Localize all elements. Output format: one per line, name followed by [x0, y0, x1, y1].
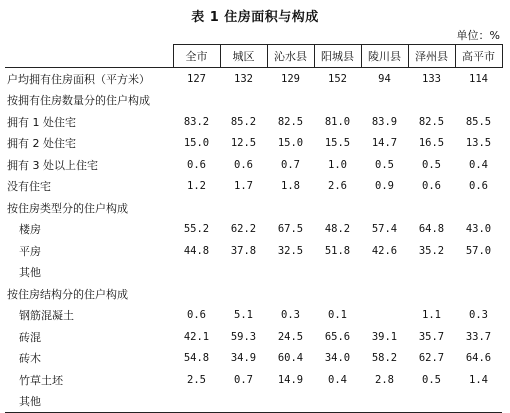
table-row — [5, 262, 502, 284]
table-cell: 64.6 — [465, 352, 492, 365]
table-cell: 48.2 — [324, 223, 351, 236]
table-cell — [408, 283, 455, 305]
table-cell: 67.5 — [277, 223, 304, 236]
table-cell: 0.5 — [422, 373, 441, 386]
table-cell: 85.2 — [230, 115, 257, 128]
table-row — [5, 369, 502, 391]
table-cell: 81.0 — [324, 115, 351, 128]
table-cell — [267, 283, 314, 305]
table-cell — [455, 197, 502, 219]
row-label: 按拥有住房数量分的住户构成 — [7, 94, 150, 108]
table-cell — [408, 391, 455, 413]
row-label: 竹草土坯 — [19, 373, 63, 387]
table-cell: 129 — [267, 68, 314, 90]
column-header: 陵川县 — [361, 45, 408, 68]
table-cell: 51.8 — [324, 244, 351, 257]
table-cell — [361, 283, 408, 305]
table-cell: 16.5 — [418, 137, 445, 150]
table-row — [5, 197, 502, 219]
table-cell: 64.8 — [418, 223, 445, 236]
table-cell: 133 — [408, 68, 455, 90]
table-cell — [408, 262, 455, 284]
table-cell: 58.2 — [371, 352, 398, 365]
row-label: 其他 — [19, 266, 41, 280]
table-cell: 0.6 — [469, 180, 488, 193]
table-cell — [361, 197, 408, 219]
table-cell: 2.6 — [328, 180, 347, 193]
table-cell: 14.9 — [277, 373, 304, 386]
table-cell — [361, 90, 408, 112]
table-cell: 60.4 — [277, 352, 304, 365]
table-cell — [173, 262, 220, 284]
table-cell: 57.4 — [371, 223, 398, 236]
column-header: 高平市 — [455, 45, 502, 68]
table-cell — [173, 197, 220, 219]
table-cell — [408, 90, 455, 112]
table-cell: 42.1 — [183, 330, 210, 343]
table-cell — [173, 90, 220, 112]
table-cell: 0.3 — [469, 309, 488, 322]
table-row — [5, 111, 502, 133]
table-cell — [455, 283, 502, 305]
table-cell: 0.4 — [469, 158, 488, 171]
table-cell: 0.9 — [375, 180, 394, 193]
table-row — [5, 133, 502, 155]
table-cell — [455, 262, 502, 284]
table-cell: 65.6 — [324, 330, 351, 343]
table-cell: 62.7 — [418, 352, 445, 365]
row-label: 砖木 — [19, 352, 41, 366]
row-label: 户均拥有住房面积（平方米） — [5, 68, 173, 90]
table-row — [5, 176, 502, 198]
row-label: 楼房 — [19, 223, 41, 237]
table-cell: 1.2 — [187, 180, 206, 193]
table-cell — [220, 197, 267, 219]
table-cell: 15.0 — [183, 137, 210, 150]
table-cell: 0.5 — [422, 158, 441, 171]
table-cell — [455, 391, 502, 413]
table-row — [5, 348, 502, 370]
table-cell: 54.8 — [183, 352, 210, 365]
table-cell: 42.6 — [371, 244, 398, 257]
table-cell: 39.1 — [371, 330, 398, 343]
table-cell: 127 — [173, 68, 220, 90]
table-cell: 57.0 — [465, 244, 492, 257]
table-cell: 132 — [220, 68, 267, 90]
table-row — [5, 326, 502, 348]
table-cell: 1.1 — [422, 309, 441, 322]
table-cell — [314, 391, 361, 413]
table-cell — [314, 197, 361, 219]
table-cell — [173, 391, 220, 413]
table-row — [5, 90, 502, 112]
column-header: 阳城县 — [314, 45, 361, 68]
table-cell: 1.4 — [469, 373, 488, 386]
table-cell: 5.1 — [234, 309, 253, 322]
table-cell: 13.5 — [465, 137, 492, 150]
column-header: 城区 — [220, 45, 267, 68]
table-cell — [314, 90, 361, 112]
table-cell — [408, 197, 455, 219]
table-cell: 43.0 — [465, 223, 492, 236]
table-cell: 0.7 — [234, 373, 253, 386]
row-label: 拥有 2 处住宅 — [7, 137, 76, 151]
column-header: 全市 — [173, 45, 220, 68]
table-cell — [267, 197, 314, 219]
table-cell: 0.4 — [328, 373, 347, 386]
table-row — [5, 283, 502, 305]
table-row — [5, 154, 502, 176]
table-cell: 0.6 — [234, 158, 253, 171]
column-header: 泽州县 — [408, 45, 455, 68]
table-cell — [220, 283, 267, 305]
table-cell: 0.7 — [281, 158, 300, 171]
table-cell: 44.8 — [183, 244, 210, 257]
table-cell — [361, 391, 408, 413]
table-cell — [220, 391, 267, 413]
table-row — [5, 305, 502, 327]
table-cell: 14.7 — [371, 137, 398, 150]
table-cell — [267, 90, 314, 112]
row-label: 拥有 1 处住宅 — [7, 115, 76, 129]
table-row — [5, 68, 502, 90]
header-row — [5, 45, 502, 68]
table-cell: 37.8 — [230, 244, 257, 257]
table-cell: 1.7 — [234, 180, 253, 193]
row-label: 没有住宅 — [7, 180, 51, 194]
table-cell: 0.6 — [422, 180, 441, 193]
table-cell: 1.8 — [281, 180, 300, 193]
table-cell — [267, 391, 314, 413]
table-cell: 62.2 — [230, 223, 257, 236]
housing-table — [5, 44, 503, 413]
table-cell: 0.1 — [328, 309, 347, 322]
table-cell: 85.5 — [465, 115, 492, 128]
table-cell — [220, 262, 267, 284]
table-cell — [361, 305, 408, 327]
table-cell: 83.2 — [183, 115, 210, 128]
row-label: 拥有 3 处以上住宅 — [7, 158, 98, 172]
table-cell: 1.0 — [328, 158, 347, 171]
table-cell: 15.5 — [324, 137, 351, 150]
row-label: 按住房类型分的住户构成 — [7, 201, 128, 215]
table-cell: 12.5 — [230, 137, 257, 150]
row-label: 砖混 — [19, 330, 41, 344]
table-cell: 34.0 — [324, 352, 351, 365]
table-cell: 0.5 — [375, 158, 394, 171]
table-cell: 33.7 — [465, 330, 492, 343]
table-row — [5, 219, 502, 241]
table-cell — [173, 283, 220, 305]
table-cell: 2.5 — [187, 373, 206, 386]
table-cell: 152 — [314, 68, 361, 90]
table-cell: 35.7 — [418, 330, 445, 343]
table-cell — [455, 90, 502, 112]
table-cell: 0.6 — [187, 309, 206, 322]
table-cell — [314, 262, 361, 284]
table-cell: 55.2 — [183, 223, 210, 236]
row-label: 钢筋混凝土 — [19, 309, 74, 323]
table-row — [5, 240, 502, 262]
table-cell: 32.5 — [277, 244, 304, 257]
table-cell: 24.5 — [277, 330, 304, 343]
header-corner — [5, 45, 173, 68]
column-header: 沁水县 — [267, 45, 314, 68]
table-cell — [267, 262, 314, 284]
table-title: 表 1 住房面积与构成 — [191, 10, 319, 25]
table-cell: 94 — [361, 68, 408, 90]
table-cell — [361, 262, 408, 284]
table-cell: 0.6 — [187, 158, 206, 171]
table-cell — [220, 90, 267, 112]
row-label: 平房 — [19, 244, 41, 258]
table-cell: 35.2 — [418, 244, 445, 257]
table-cell: 83.9 — [371, 115, 398, 128]
table-cell: 0.3 — [281, 309, 300, 322]
table-cell: 114 — [455, 68, 502, 90]
table-cell: 82.5 — [418, 115, 445, 128]
table-cell: 59.3 — [230, 330, 257, 343]
table-cell — [314, 283, 361, 305]
row-label: 按住房结构分的住户构成 — [7, 287, 128, 301]
unit-label: 单位：% — [456, 29, 500, 42]
table-cell: 82.5 — [277, 115, 304, 128]
table-cell: 2.8 — [375, 373, 394, 386]
table-cell: 15.0 — [277, 137, 304, 150]
table-row — [5, 391, 502, 413]
table-cell: 34.9 — [230, 352, 257, 365]
row-label: 其他 — [5, 391, 173, 413]
